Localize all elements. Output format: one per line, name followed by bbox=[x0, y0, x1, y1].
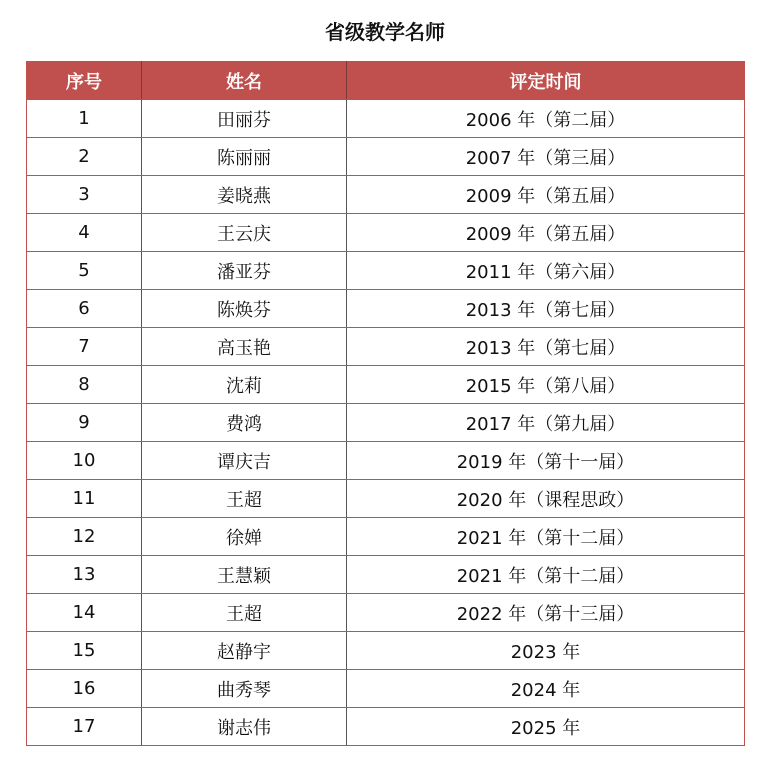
cell-name: 赵静宇 bbox=[142, 632, 347, 670]
cell-name: 田丽芬 bbox=[142, 100, 347, 138]
cell-name: 谭庆吉 bbox=[142, 442, 347, 480]
cell-name: 王超 bbox=[142, 594, 347, 632]
cell-name: 沈莉 bbox=[142, 366, 347, 404]
cell-number: 17 bbox=[27, 708, 142, 746]
cell-date: 2021 年（第十二届） bbox=[347, 518, 745, 556]
cell-date: 2009 年（第五届） bbox=[347, 214, 745, 252]
table-row bbox=[27, 214, 745, 252]
table-row bbox=[27, 442, 745, 480]
table-row bbox=[27, 290, 745, 328]
cell-name: 王超 bbox=[142, 480, 347, 518]
table-header-row bbox=[27, 62, 745, 100]
table-row bbox=[27, 138, 745, 176]
cell-number: 16 bbox=[27, 670, 142, 708]
cell-date: 2023 年 bbox=[347, 632, 745, 670]
cell-number: 15 bbox=[27, 632, 142, 670]
header-date: 评定时间 bbox=[347, 62, 745, 100]
cell-date: 2009 年（第五届） bbox=[347, 176, 745, 214]
cell-number: 1 bbox=[27, 100, 142, 138]
cell-date: 2011 年（第六届） bbox=[347, 252, 745, 290]
cell-number: 8 bbox=[27, 366, 142, 404]
cell-name: 陈焕芬 bbox=[142, 290, 347, 328]
table-row bbox=[27, 518, 745, 556]
cell-number: 5 bbox=[27, 252, 142, 290]
cell-number: 9 bbox=[27, 404, 142, 442]
cell-date: 2006 年（第二届） bbox=[347, 100, 745, 138]
cell-name: 姜晓燕 bbox=[142, 176, 347, 214]
cell-name: 谢志伟 bbox=[142, 708, 347, 746]
cell-date: 2021 年（第十二届） bbox=[347, 556, 745, 594]
table-row bbox=[27, 632, 745, 670]
cell-name: 费鸿 bbox=[142, 404, 347, 442]
table-row bbox=[27, 328, 745, 366]
cell-date: 2013 年（第七届） bbox=[347, 290, 745, 328]
cell-name: 陈丽丽 bbox=[142, 138, 347, 176]
cell-date: 2013 年（第七届） bbox=[347, 328, 745, 366]
cell-name: 高玉艳 bbox=[142, 328, 347, 366]
teachers-table bbox=[26, 61, 745, 746]
table-row bbox=[27, 252, 745, 290]
cell-date: 2020 年（课程思政） bbox=[347, 480, 745, 518]
cell-date: 2025 年 bbox=[347, 708, 745, 746]
table-row bbox=[27, 404, 745, 442]
cell-name: 曲秀琴 bbox=[142, 670, 347, 708]
cell-number: 11 bbox=[27, 480, 142, 518]
cell-date: 2017 年（第九届） bbox=[347, 404, 745, 442]
table-row bbox=[27, 100, 745, 138]
cell-date: 2019 年（第十一届） bbox=[347, 442, 745, 480]
cell-name: 徐婵 bbox=[142, 518, 347, 556]
table-row bbox=[27, 556, 745, 594]
cell-date: 2007 年（第三届） bbox=[347, 138, 745, 176]
cell-number: 3 bbox=[27, 176, 142, 214]
cell-name: 潘亚芬 bbox=[142, 252, 347, 290]
cell-number: 10 bbox=[27, 442, 142, 480]
cell-name: 王慧颖 bbox=[142, 556, 347, 594]
cell-date: 2024 年 bbox=[347, 670, 745, 708]
cell-number: 13 bbox=[27, 556, 142, 594]
table-row bbox=[27, 480, 745, 518]
cell-number: 12 bbox=[27, 518, 142, 556]
cell-number: 2 bbox=[27, 138, 142, 176]
cell-number: 4 bbox=[27, 214, 142, 252]
cell-number: 6 bbox=[27, 290, 142, 328]
cell-date: 2015 年（第八届） bbox=[347, 366, 745, 404]
header-number: 序号 bbox=[27, 62, 142, 100]
cell-date: 2022 年（第十三届） bbox=[347, 594, 745, 632]
cell-name: 王云庆 bbox=[142, 214, 347, 252]
table-row bbox=[27, 708, 745, 746]
table-row bbox=[27, 594, 745, 632]
header-name: 姓名 bbox=[142, 62, 347, 100]
table-row bbox=[27, 366, 745, 404]
table-row bbox=[27, 670, 745, 708]
table-row bbox=[27, 176, 745, 214]
cell-number: 14 bbox=[27, 594, 142, 632]
cell-number: 7 bbox=[27, 328, 142, 366]
page-title: 省级教学名师 bbox=[325, 20, 445, 44]
